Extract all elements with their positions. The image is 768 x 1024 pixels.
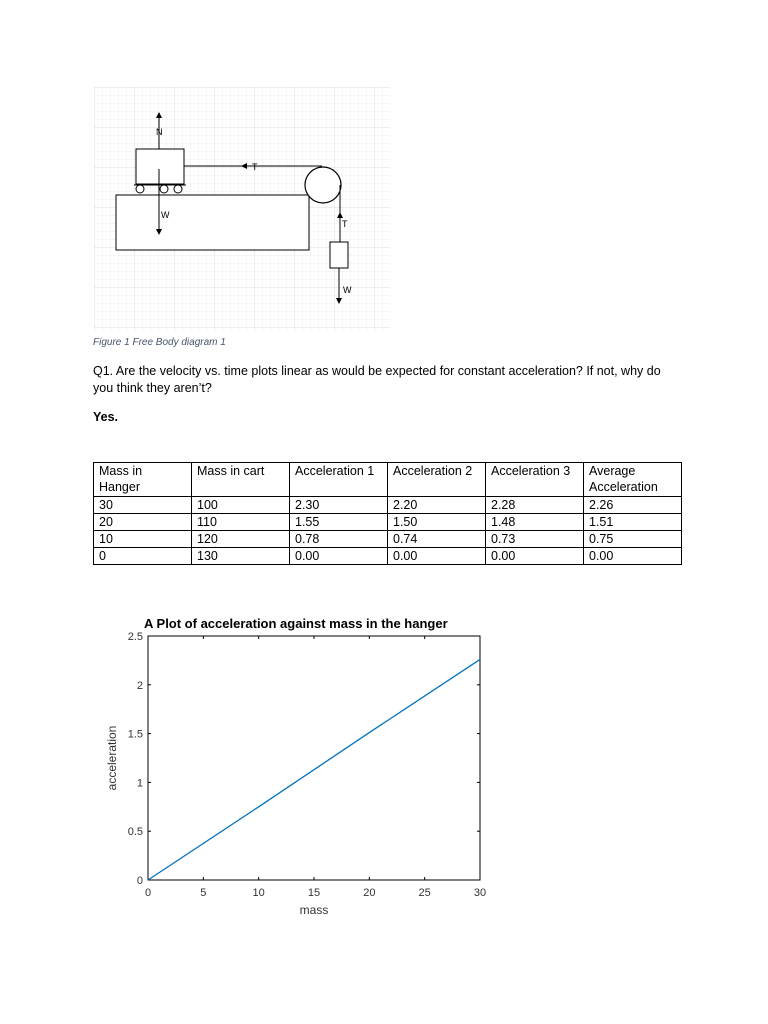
table-cell: 2.26: [584, 497, 682, 514]
hanger-weight-label: W: [343, 285, 352, 295]
table-cell: 0: [94, 548, 192, 565]
table-cell: 130: [192, 548, 290, 565]
table-cell: 20: [94, 514, 192, 531]
table-cell: 0.00: [486, 548, 584, 565]
y-tick-label: 1.5: [127, 728, 143, 741]
cart-body: [136, 149, 184, 184]
table-cell: 0.74: [388, 531, 486, 548]
cart-wheel-right: [174, 185, 182, 193]
x-axis-label: mass: [299, 903, 329, 917]
table-row: [94, 497, 682, 514]
y-tick-label: 0: [136, 875, 143, 887]
header-acceleration-2: Acceleration 2: [388, 463, 486, 497]
pulley: [305, 167, 341, 203]
table-cell: 0.00: [388, 548, 486, 565]
cart-wheel-mid: [160, 185, 168, 193]
x-tick-label: 10: [252, 887, 265, 899]
table-cell: 2.20: [388, 497, 486, 514]
table-cell: 0.00: [584, 548, 682, 565]
header-mass-cart: Mass in cart: [192, 463, 290, 497]
tension-label-horizontal: T: [252, 162, 258, 172]
tension-label-vertical: T: [342, 219, 348, 229]
table-cell: 0.75: [584, 531, 682, 548]
table-cell: 1.48: [486, 514, 584, 531]
table-surface: [116, 195, 309, 250]
table-cell: 10: [94, 531, 192, 548]
table-row: [94, 531, 682, 548]
plot-area: [148, 636, 480, 880]
x-tick-label: 0: [144, 887, 152, 899]
cart-weight-label: W: [161, 210, 170, 220]
y-tick-label: 2.5: [127, 631, 143, 643]
header-acceleration-3: Acceleration 3: [486, 463, 584, 497]
hanging-mass: [330, 242, 348, 268]
question-text: Q1. Are the velocity vs. time plots linear as would be expected for constant acceleration? If not, why do you think they aren’t?: [93, 364, 661, 395]
table-cell: 2.28: [486, 497, 584, 514]
y-axis-label: acceleration: [105, 725, 119, 791]
table-cell: 2.30: [290, 497, 388, 514]
header-mass-hanger: Mass in Hanger: [94, 463, 192, 497]
table-cell: 0.00: [290, 548, 388, 565]
acceleration-table: [93, 462, 682, 565]
table-cell: 0.73: [486, 531, 584, 548]
x-tick-label: 15: [307, 887, 321, 899]
table-row: [94, 548, 682, 565]
x-tick-label: 20: [363, 887, 376, 899]
table-cell: 0.78: [290, 531, 388, 548]
table-row: [94, 514, 682, 531]
table-cell: 120: [192, 531, 290, 548]
normal-force-label: N: [156, 127, 163, 137]
y-tick-label: 1: [136, 777, 143, 790]
y-tick-label: 2: [136, 679, 143, 692]
header-acceleration-1: Acceleration 1: [290, 463, 388, 497]
x-tick-label: 5: [200, 887, 207, 899]
table-cell: 1.55: [290, 514, 388, 531]
table-cell: 110: [192, 514, 290, 531]
cart-wheel-left: [136, 185, 144, 193]
acceleration-plot: [100, 612, 500, 922]
free-body-diagram: [94, 87, 390, 331]
x-tick-label: 25: [418, 887, 431, 899]
table-cell: 1.50: [388, 514, 486, 531]
figure-caption: Figure 1 Free Body diagram 1: [93, 337, 226, 348]
chart-title: A Plot of acceleration against mass in the hanger: [144, 616, 448, 631]
table-cell: 100: [192, 497, 290, 514]
table-header-row: [94, 463, 682, 497]
y-tick-label: 0.5: [127, 826, 143, 839]
x-tick-label: 30: [473, 887, 487, 899]
table-cell: 1.51: [584, 514, 682, 531]
table-cell: 30: [94, 497, 192, 514]
answer-text: Yes.: [93, 410, 119, 424]
header-average-acceleration: Average Acceleration: [584, 463, 682, 497]
